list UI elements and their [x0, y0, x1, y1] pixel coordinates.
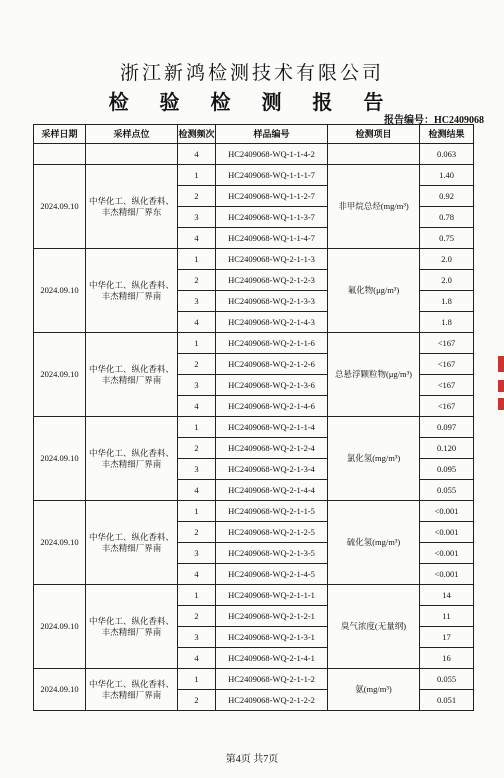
sampling-location: 中华化工、纵化香料、丰杰精细厂界南 — [86, 585, 178, 669]
result-cell: 0.051 — [420, 690, 474, 711]
test-item: 硫化氢(mg/m³) — [328, 501, 420, 585]
result-cell: 0.095 — [420, 459, 474, 480]
header-date: 采样日期 — [34, 125, 86, 144]
sampling-date: 2024.09.10 — [34, 165, 86, 249]
frequency-cell: 1 — [178, 585, 216, 606]
sampling-location — [86, 144, 178, 165]
table-row — [34, 501, 474, 522]
frequency-cell: 3 — [178, 207, 216, 228]
sample-number-cell: HC2409068-WQ-2-1-1-3 — [216, 249, 328, 270]
results-table — [33, 124, 474, 711]
frequency-cell: 3 — [178, 291, 216, 312]
header-frequency: 检测频次 — [178, 125, 216, 144]
table-row — [34, 669, 474, 690]
result-cell: 16 — [420, 648, 474, 669]
header-sample-no: 样品编号 — [216, 125, 328, 144]
result-cell: 0.097 — [420, 417, 474, 438]
test-item: 氨(mg/m³) — [328, 669, 420, 711]
stamp-edge-mark — [498, 380, 504, 392]
result-cell: <0.001 — [420, 522, 474, 543]
result-cell: <167 — [420, 333, 474, 354]
sample-number-cell: HC2409068-WQ-1-1-4-2 — [216, 144, 328, 165]
result-cell: <167 — [420, 375, 474, 396]
stamp-edge-mark — [498, 356, 504, 372]
sample-number-cell: HC2409068-WQ-1-1-3-7 — [216, 207, 328, 228]
result-cell: 0.92 — [420, 186, 474, 207]
frequency-cell: 2 — [178, 690, 216, 711]
table-row — [34, 417, 474, 438]
frequency-cell: 2 — [178, 438, 216, 459]
sample-number-cell: HC2409068-WQ-2-1-2-5 — [216, 522, 328, 543]
result-cell: 1.40 — [420, 165, 474, 186]
table-row — [34, 585, 474, 606]
result-cell: 14 — [420, 585, 474, 606]
frequency-cell: 4 — [178, 312, 216, 333]
sampling-location: 中华化工、纵化香料、丰杰精细厂界南 — [86, 249, 178, 333]
sampling-date: 2024.09.10 — [34, 249, 86, 333]
result-cell: 1.8 — [420, 291, 474, 312]
sample-number-cell: HC2409068-WQ-2-1-3-1 — [216, 627, 328, 648]
frequency-cell: 3 — [178, 375, 216, 396]
result-cell: <0.001 — [420, 564, 474, 585]
frequency-cell: 4 — [178, 564, 216, 585]
sample-number-cell: HC2409068-WQ-2-1-2-3 — [216, 270, 328, 291]
sample-number-cell: HC2409068-WQ-2-1-2-1 — [216, 606, 328, 627]
test-item: 总悬浮颗粒物(μg/m³) — [328, 333, 420, 417]
header-result: 检测结果 — [420, 125, 474, 144]
frequency-cell: 2 — [178, 606, 216, 627]
frequency-cell: 4 — [178, 228, 216, 249]
sampling-location: 中华化工、纵化香料、丰杰精细厂界东 — [86, 165, 178, 249]
table-row — [34, 333, 474, 354]
sampling-date: 2024.09.10 — [34, 417, 86, 501]
report-number: 报告编号：HC2409068 — [384, 115, 484, 126]
frequency-cell: 4 — [178, 396, 216, 417]
sample-number-cell: HC2409068-WQ-2-1-4-3 — [216, 312, 328, 333]
frequency-cell: 3 — [178, 543, 216, 564]
result-cell: 2.0 — [420, 270, 474, 291]
stamp-edge-mark — [498, 398, 504, 410]
table-row — [34, 144, 474, 165]
result-cell: 0.055 — [420, 669, 474, 690]
sample-number-cell: HC2409068-WQ-2-1-3-6 — [216, 375, 328, 396]
sample-number-cell: HC2409068-WQ-2-1-3-4 — [216, 459, 328, 480]
sample-number-cell: HC2409068-WQ-2-1-1-6 — [216, 333, 328, 354]
result-cell: 0.055 — [420, 480, 474, 501]
sample-number-cell: HC2409068-WQ-2-1-3-5 — [216, 543, 328, 564]
company-name: 浙江新鸿检测技术有限公司 — [119, 62, 384, 84]
frequency-cell: 4 — [178, 144, 216, 165]
sampling-date: 2024.09.10 — [34, 501, 86, 585]
frequency-cell: 2 — [178, 354, 216, 375]
sampling-location: 中华化工、纵化香料、丰杰精细厂界南 — [86, 669, 178, 711]
result-cell: <167 — [420, 354, 474, 375]
frequency-cell: 4 — [178, 648, 216, 669]
report-title: 检 验 检 测 报 告 — [108, 90, 396, 114]
sampling-location: 中华化工、纵化香料、丰杰精细厂界南 — [86, 333, 178, 417]
frequency-cell: 1 — [178, 333, 216, 354]
test-item: 臭气浓度(无量纲) — [328, 585, 420, 669]
frequency-cell: 2 — [178, 270, 216, 291]
sampling-location: 中华化工、纵化香料、丰杰精细厂界南 — [86, 501, 178, 585]
frequency-cell: 1 — [178, 669, 216, 690]
result-cell: 1.8 — [420, 312, 474, 333]
frequency-cell: 4 — [178, 480, 216, 501]
sample-number-cell: HC2409068-WQ-2-1-2-2 — [216, 690, 328, 711]
sample-number-cell: HC2409068-WQ-2-1-4-6 — [216, 396, 328, 417]
frequency-cell: 2 — [178, 186, 216, 207]
sample-number-cell: HC2409068-WQ-2-1-1-2 — [216, 669, 328, 690]
sample-number-cell: HC2409068-WQ-2-1-1-4 — [216, 417, 328, 438]
header-item: 检测项目 — [328, 125, 420, 144]
frequency-cell: 3 — [178, 627, 216, 648]
frequency-cell: 1 — [178, 165, 216, 186]
sample-number-cell: HC2409068-WQ-2-1-1-1 — [216, 585, 328, 606]
test-item: 氯化氢(mg/m³) — [328, 417, 420, 501]
result-cell: <0.001 — [420, 543, 474, 564]
result-cell: <167 — [420, 396, 474, 417]
table-row — [34, 249, 474, 270]
sampling-date: 2024.09.10 — [34, 585, 86, 669]
result-cell: 2.0 — [420, 249, 474, 270]
test-item: 非甲烷总烃(mg/m³) — [328, 165, 420, 249]
result-cell: <0.001 — [420, 501, 474, 522]
table-header-row — [34, 125, 474, 144]
sample-number-cell: HC2409068-WQ-2-1-3-3 — [216, 291, 328, 312]
sample-number-cell: HC2409068-WQ-2-1-2-6 — [216, 354, 328, 375]
frequency-cell: 3 — [178, 459, 216, 480]
sampling-date — [34, 144, 86, 165]
page-footer: 第4页 共7页 — [225, 754, 279, 765]
test-item — [328, 144, 420, 165]
sample-number-cell: HC2409068-WQ-2-1-4-5 — [216, 564, 328, 585]
sample-number-cell: HC2409068-WQ-1-1-2-7 — [216, 186, 328, 207]
test-item: 氟化物(μg/m³) — [328, 249, 420, 333]
sample-number-cell: HC2409068-WQ-2-1-4-4 — [216, 480, 328, 501]
sample-number-cell: HC2409068-WQ-2-1-1-5 — [216, 501, 328, 522]
frequency-cell: 1 — [178, 249, 216, 270]
sample-number-cell: HC2409068-WQ-2-1-4-1 — [216, 648, 328, 669]
result-cell: 0.78 — [420, 207, 474, 228]
result-cell: 0.120 — [420, 438, 474, 459]
sample-number-cell: HC2409068-WQ-2-1-2-4 — [216, 438, 328, 459]
sampling-location: 中华化工、纵化香料、丰杰精细厂界南 — [86, 417, 178, 501]
result-cell: 17 — [420, 627, 474, 648]
sampling-date: 2024.09.10 — [34, 333, 86, 417]
result-cell: 11 — [420, 606, 474, 627]
result-cell: 0.75 — [420, 228, 474, 249]
sample-number-cell: HC2409068-WQ-1-1-4-7 — [216, 228, 328, 249]
frequency-cell: 1 — [178, 417, 216, 438]
sample-number-cell: HC2409068-WQ-1-1-1-7 — [216, 165, 328, 186]
frequency-cell: 2 — [178, 522, 216, 543]
header-location: 采样点位 — [86, 125, 178, 144]
table-row — [34, 165, 474, 186]
frequency-cell: 1 — [178, 501, 216, 522]
sampling-date: 2024.09.10 — [34, 669, 86, 711]
result-cell: 0.063 — [420, 144, 474, 165]
